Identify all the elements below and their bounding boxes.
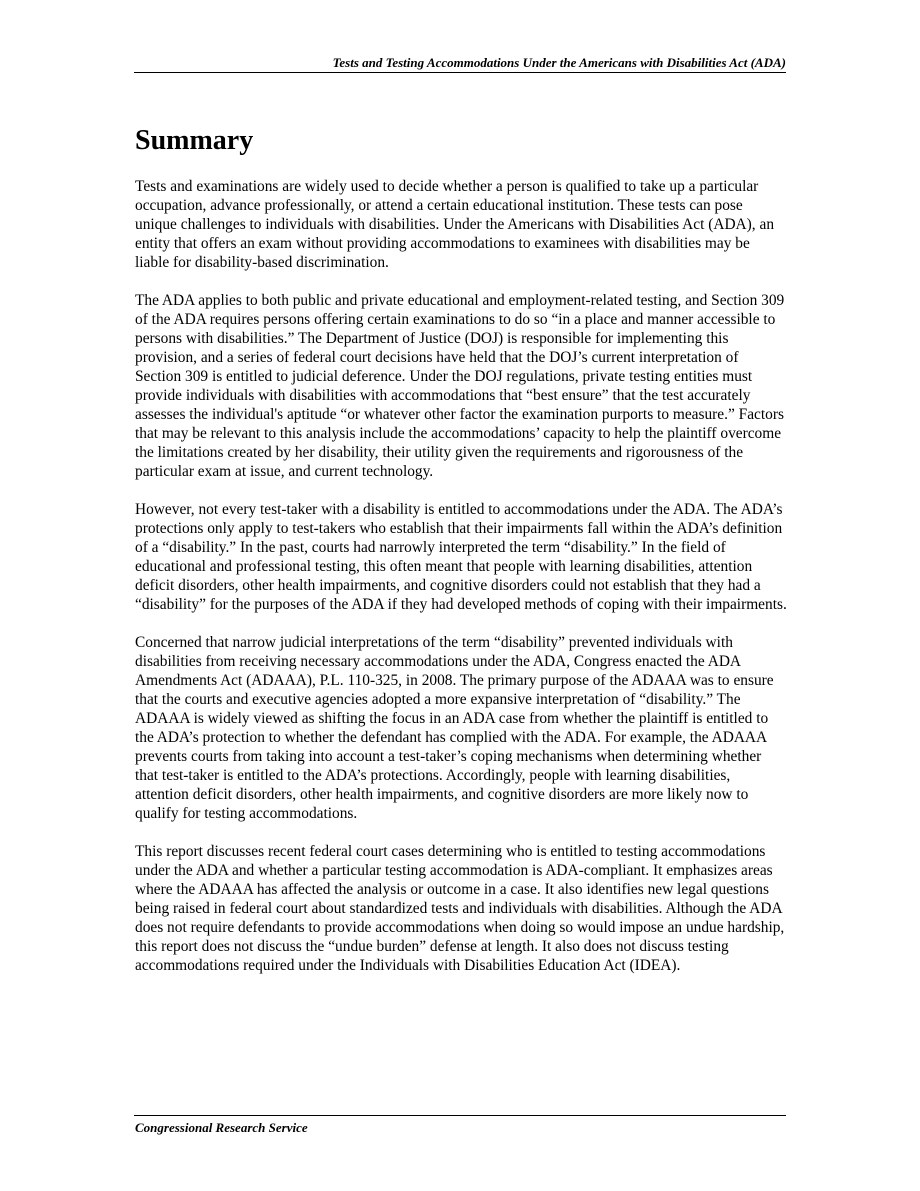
footer-source: Congressional Research Service [135,1120,308,1135]
section-heading: Summary [135,125,254,156]
header-divider [134,72,786,73]
paragraph-4: Concerned that narrow judicial interpretations of the term “disability” prevented individuals with disabilities from receiving necessary accommodations under the ADA, Congress enacted the ADA Amendments Act (ADAAA), P.L. 110-325, in 2008. The primary purpose of the ADAAA was to ensure that the courts and executive agencies adopted a more expansive interpretation of “disability.” The ADAAA is widely viewed as shifting the focus in an ADA case from whether the plaintiff is entitled to the ADA’s protection to whether the defendant has complied with the ADA. For example, the ADAAA prevents courts from taking into account a test-taker’s coping mechanisms when determining whether that test-taker is entitled to the ADA’s protections. Accordingly, people with learning disabilities, attention deficit disorders, other health impairments, and cognitive disorders are more likely now to qualify for testing accommodations. [135,634,774,822]
running-header: Tests and Testing Accommodations Under the Americans with Disabilities Act (ADA) [332,55,786,70]
paragraph-1: Tests and examinations are widely used to decide whether a person is qualified to take up a particular occupation, advance professionally, or attend a certain educational institution. These tests can pose unique challenges to individuals with disabilities. Under the Americans with Disabilities Act (ADA), an entity that offers an exam without providing accommodations to examinees with disabilities may be liable for disability-based discrimination. [135,178,775,271]
footer-divider [134,1115,786,1116]
summary-body [135,177,787,994]
paragraph-2: The ADA applies to both public and private educational and employment-related testing, and Section 309 of the ADA requires persons offering certain examinations to do so “in a place and manner accessible to persons with disabilities.” The Department of Justice (DOJ) is responsible for implementing this provision, and a series of federal court decisions have held that the DOJ’s current interpretation of Section 309 is entitled to judicial deference. Under the DOJ regulations, private testing entities must provide individuals with disabilities with accommodations that “best ensure” that the test accurately assesses the individual's aptitude “or whatever other factor the examination purports to measure.” Factors that may be relevant to this analysis include the accommodations’ capacity to help the plaintiff overcome the limitations created by her disability, their utility given the requirements and rigorousness of the particular exam at issue, and current technology. [135,292,785,480]
paragraph-3: However, not every test-taker with a disability is entitled to accommodations under the ADA. The ADA’s protections only apply to test-takers who establish that their impairments fall within the ADA’s definition of a “disability.” In the past, courts had narrowly interpreted the term “disability.” In the field of educational and professional testing, this often meant that people with learning disabilities, attention deficit disorders, other health impairments, and cognitive disorders could not establish that they had a “disability” for the purposes of the ADA if they had developed methods of coping with their impairments. [135,501,787,613]
paragraph-5: This report discusses recent federal court cases determining who is entitled to testing accommodations under the ADA and whether a particular testing accommodation is ADA-compliant. It emphasizes areas where the ADAAA has affected the analysis or outcome in a case. It also identifies new legal questions being raised in federal court about standardized tests and individuals with disabilities. Although the ADA does not require defendants to provide accommodations when doing so would impose an undue hardship, this report does not discuss the “undue burden” defense at length. It also does not discuss testing accommodations required under the Individuals with Disabilities Education Act (IDEA). [135,843,785,974]
